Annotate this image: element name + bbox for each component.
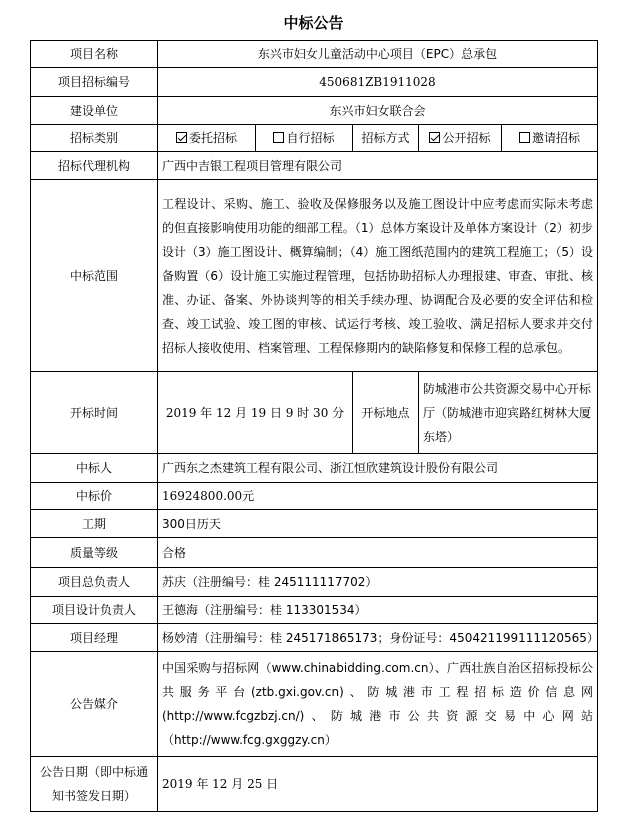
chief-label: 项目总负责人 bbox=[31, 568, 158, 597]
row-bid-number bbox=[31, 68, 598, 97]
row-opening bbox=[31, 372, 598, 454]
manager-label: 项目经理 bbox=[31, 624, 158, 652]
agency-label: 招标代理机构 bbox=[31, 152, 158, 180]
quality-label: 质量等级 bbox=[31, 538, 158, 568]
designer-label: 项目设计负责人 bbox=[31, 597, 158, 624]
option-self-label: 自行招标 bbox=[286, 131, 335, 145]
agency-value: 广西中吉银工程项目管理有限公司 bbox=[158, 152, 598, 180]
row-scope bbox=[31, 180, 598, 372]
row-construction-unit bbox=[31, 97, 598, 125]
row-manager bbox=[31, 624, 598, 652]
row-winner bbox=[31, 454, 598, 483]
option-entrusted[interactable] bbox=[158, 125, 256, 152]
row-media bbox=[31, 652, 598, 757]
row-quality bbox=[31, 538, 598, 568]
date-label: 公告日期（即中标通知书签发日期） bbox=[31, 757, 158, 812]
duration-label: 工期 bbox=[31, 510, 158, 538]
media-label: 公告媒介 bbox=[31, 652, 158, 757]
bid-number-value: 450681ZB1911028 bbox=[158, 68, 598, 97]
row-agency bbox=[31, 152, 598, 180]
construction-unit-label: 建设单位 bbox=[31, 97, 158, 125]
designer-value: 王德海（注册编号：桂 113301534） bbox=[158, 597, 598, 624]
option-entrusted-label: 委托招标 bbox=[188, 131, 237, 145]
row-price bbox=[31, 483, 598, 510]
manager-value: 杨妙清（注册编号：桂 245171865173；身份证号：450421199111120565） bbox=[158, 624, 598, 652]
page-title: 中标公告 bbox=[283, 14, 344, 32]
project-name-value: 东兴市妇女儿童活动中心项目（EPC）总承包 bbox=[158, 41, 598, 68]
option-invite-label: 邀请招标 bbox=[531, 131, 580, 145]
option-open-label: 公开招标 bbox=[442, 131, 491, 145]
checkbox-self[interactable] bbox=[273, 132, 284, 143]
option-open[interactable] bbox=[419, 125, 502, 152]
construction-unit-value: 东兴市妇女联合会 bbox=[158, 97, 598, 125]
row-designer bbox=[31, 597, 598, 624]
price-label: 中标价 bbox=[31, 483, 158, 510]
row-date bbox=[31, 757, 598, 812]
option-self[interactable] bbox=[256, 125, 353, 152]
bid-number-label: 项目招标编号 bbox=[31, 68, 158, 97]
winner-value: 广西东之杰建筑工程有限公司、浙江恒欣建筑设计股份有限公司 bbox=[158, 454, 598, 483]
row-chief bbox=[31, 568, 598, 597]
row-bid-category bbox=[31, 125, 598, 152]
bid-method-label: 招标方式 bbox=[353, 125, 419, 152]
checkbox-entrusted[interactable] bbox=[176, 132, 187, 143]
date-value: 2019 年 12 月 25 日 bbox=[158, 757, 598, 812]
checkbox-invite[interactable] bbox=[519, 132, 530, 143]
winner-label: 中标人 bbox=[31, 454, 158, 483]
bid-category-label: 招标类别 bbox=[31, 125, 158, 152]
row-project-name bbox=[31, 41, 598, 68]
opening-place-label: 开标地点 bbox=[353, 372, 419, 454]
scope-label: 中标范围 bbox=[31, 180, 158, 372]
opening-time-label: 开标时间 bbox=[31, 372, 158, 454]
scope-value: 工程设计、采购、施工、验收及保修服务以及施工图设计中应考虑而实际未考虑的但直接影响使用功能的细部工程。（1）总体方案设计及单体方案设计（2）初步设计（3）施工图设计、概算编制；（4）施工图纸范围内的建筑工程施工；（5）设备购置（6）设计施工实施过程管理，包括协助招标人办理报建、审查、审批、核准、办证、备案、外协谈判等的相关手续办理、协调配合及必要的安全评估和检查、竣工试验、竣工图的审核、试运行考核、竣工验收、满足招标人要求并交付招标人接收使用、档案管理、工程保修期内的缺陷修复和保修工程的总承包。 bbox=[158, 180, 598, 372]
row-duration bbox=[31, 510, 598, 538]
project-name-label: 项目名称 bbox=[31, 41, 158, 68]
option-invite[interactable] bbox=[502, 125, 598, 152]
price-value: 16924800.00元 bbox=[158, 483, 598, 510]
award-notice-table bbox=[30, 40, 598, 812]
duration-value: 300日历天 bbox=[158, 510, 598, 538]
media-value: 中国采购与招标网（www.chinabidding.com.cn）、广西壮族自治区招标投标公共服务平台(ztb.gxi.gov.cn)、防城港市工程招标造价信息网(http://www.fcgzbzj.cn/)、防城港市公共资源交易中心网站（http://www.fcg.gxggzy.cn） bbox=[158, 652, 598, 757]
checkbox-open[interactable] bbox=[429, 132, 440, 143]
chief-value: 苏庆（注册编号：桂 245111117702） bbox=[158, 568, 598, 597]
opening-time-value: 2019 年 12 月 19 日 9 时 30 分 bbox=[158, 372, 353, 454]
quality-value: 合格 bbox=[158, 538, 598, 568]
opening-place-value: 防城港市公共资源交易中心开标厅（防城港市迎宾路红树林大厦东塔） bbox=[419, 372, 598, 454]
